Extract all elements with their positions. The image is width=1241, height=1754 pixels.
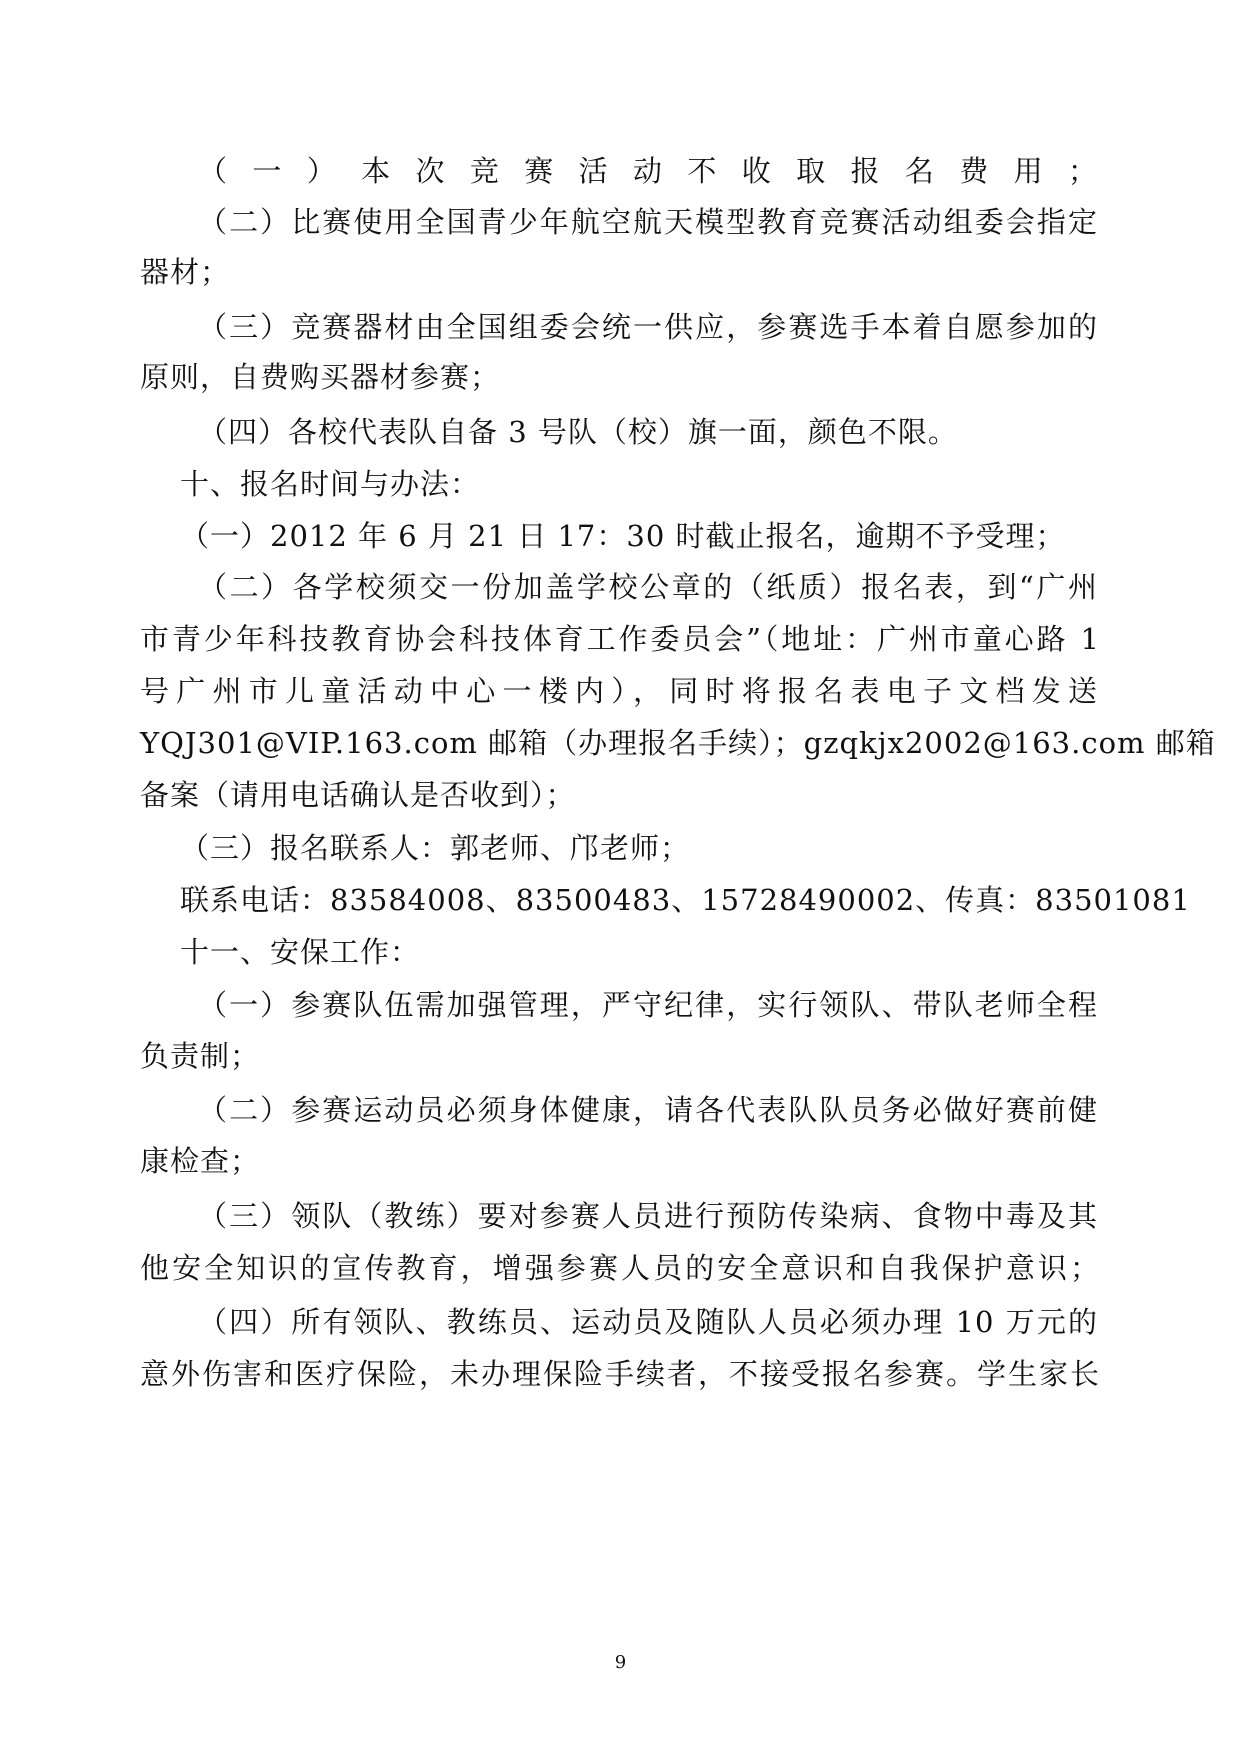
paragraph-line: 他安全知识的宣传教育，增强参赛人员的安全意识和自我保护意识； bbox=[140, 1251, 1100, 1285]
section-heading: 十、报名时间与办法： bbox=[180, 467, 481, 501]
section-heading: 十一、安保工作： bbox=[180, 935, 421, 969]
paragraph-line: （二）比赛使用全国青少年航空航天模型教育竞赛活动组委会指定 bbox=[198, 205, 1098, 239]
paragraph-line: （二）参赛运动员必须身体健康，请各代表队队员务必做好赛前健 bbox=[198, 1093, 1098, 1127]
paragraph-line: （三）竞赛器材由全国组委会统一供应，参赛选手本着自愿参加的 bbox=[198, 310, 1098, 344]
paragraph-line: 原则，自费购买器材参赛； bbox=[140, 360, 501, 394]
paragraph-line: （四）所有领队、教练员、运动员及随队人员必须办理 10 万元的 bbox=[198, 1305, 1098, 1339]
paragraph-line: （四）各校代表队自备 3 号队（校）旗一面，颜色不限。 bbox=[198, 415, 958, 449]
paragraph-line: （一）参赛队伍需加强管理，严守纪律，实行领队、带队老师全程 bbox=[198, 988, 1098, 1022]
paragraph-line: 联系电话：83584008、83500483、15728490002、传真：83501081 bbox=[180, 883, 1191, 917]
paragraph-line: （三）领队（教练）要对参赛人员进行预防传染病、食物中毒及其 bbox=[198, 1199, 1098, 1233]
paragraph-line: 备案（请用电话确认是否收到）； bbox=[140, 778, 576, 812]
paragraph-line: （一）本次竞赛活动不收取报名费用； bbox=[198, 154, 1098, 188]
paragraph-line: 负责制； bbox=[140, 1039, 261, 1073]
paragraph-line: （三）报名联系人：郭老师、邝老师； bbox=[180, 831, 691, 865]
paragraph-line: 器材； bbox=[140, 255, 231, 289]
paragraph-line: （二）各学校须交一份加盖学校公章的（纸质）报名表，到“广州 bbox=[198, 570, 1098, 604]
paragraph-line: 意外伤害和医疗保险，未办理保险手续者，不接受报名参赛。学生家长 bbox=[140, 1357, 1100, 1391]
paragraph-line: 号广州市儿童活动中心一楼内），同时将报名表电子文档发送 bbox=[140, 674, 1100, 708]
paragraph-line: 康检查； bbox=[140, 1144, 261, 1178]
paragraph-line: （一）2012 年 6 月 21 日 17：30 时截止报名，逾期不予受理； bbox=[180, 519, 1066, 553]
paragraph-line: 市青少年科技教育协会科技体育工作委员会”（地址：广州市童心路 1 bbox=[140, 622, 1100, 656]
page-number: 9 bbox=[614, 1652, 627, 1673]
paragraph-line: YQJ301@VIP.163.com 邮箱（办理报名手续）；gzqkjx2002@163.com 邮箱 bbox=[140, 726, 1216, 760]
